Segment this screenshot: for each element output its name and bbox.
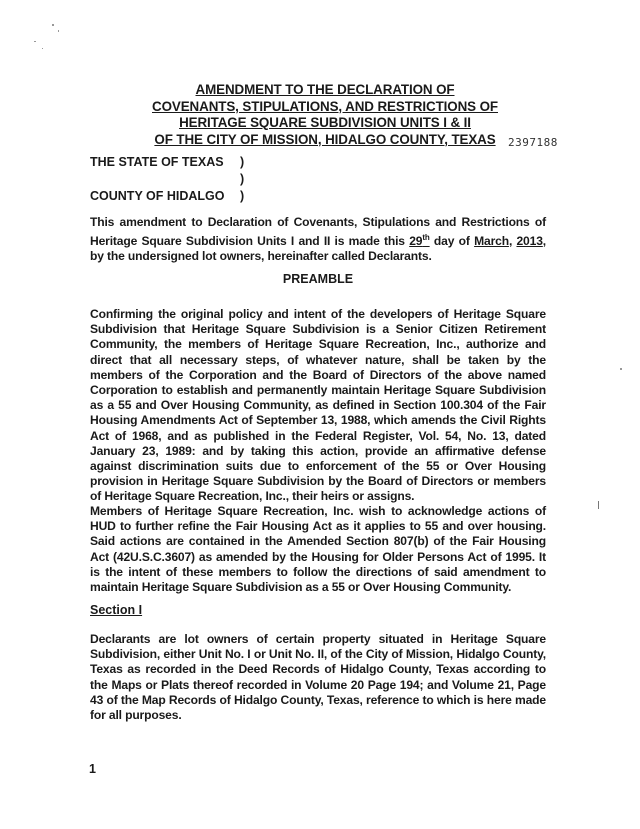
scan-speck — [42, 48, 43, 49]
preamble-paragraph-2: Members of Heritage Square Recreation, Inc. wish to acknowledge actions of HUD to further refine the Fair Housing Act as it applies to 55 and over housing. Said actions are contained in the Amended Section 807(b) of the Fair Housing Act (42U.S.C.3607) as amended by the Housing for Older Persons Act of 1995. It is the intent of these members to follow the directions of said amendment to maintain Heritage Square Subdivision as a 55 or Over Housing Community. — [90, 504, 546, 595]
intro-month: March — [474, 234, 509, 249]
intro-day: 29th — [409, 233, 430, 249]
intro-year: 2013 — [516, 234, 543, 249]
intro-text: This amendment to Declaration of Covenants, Stipulations and Restrictions of Heritage Square Subdivision Units I and II is made this — [90, 215, 546, 249]
scan-speck — [598, 501, 599, 509]
preamble-paragraph-1: Confirming the original policy and intent of the developers of Heritage Square Subdivision that Heritage Square Subdivision is a Senior Citizen Retirement Community, the members of Heritage Square Recreation, Inc., authorize and direct that all necessary steps, of whatever nature, shall be taken by the members of the Corporation and the Board of Directors of the above named Corporation to establish and permanently maintain Heritage Square Subdivision as a 55 and Over Housing Community, as defined in Section 100.304 of the Fair Housing Amendments Act of September 13, 1988, which amends the Civil Rights Act of 1968, and as published in the Federal Register, Vol. 54, No. 13, dated January 23, 1989: and by taking this action, provide an affirmative defense against discrimination suits due to enforcement of the 55 or Over Housing provision in Heritage Square Subdivision by the Board of Directors or members of Heritage Square Recreation, Inc., their heirs or assigns. — [90, 307, 546, 504]
venue-brace-1: ) — [240, 155, 245, 169]
venue-brace-3: ) — [240, 189, 245, 203]
venue-brace-2: ) — [240, 172, 245, 186]
venue-county: COUNTY OF HIDALGO — [90, 189, 225, 203]
section-1-heading: Section I — [90, 603, 143, 617]
scan-speck — [620, 368, 622, 370]
scan-speck — [34, 41, 36, 42]
title-line-4: OF THE CITY OF MISSION, HIDALGO COUNTY, TEXAS — [154, 131, 496, 147]
preamble-heading: PREAMBLE — [282, 272, 354, 286]
venue-state: THE STATE OF TEXAS — [90, 155, 224, 169]
scan-speck — [58, 30, 59, 32]
section-1-paragraph: Declarants are lot owners of certain property situated in Heritage Square Subdivision, either Unit No. I or Unit No. II, of the City of Mission, Hidalgo County, Texas as recorded in the Deed Records of Hidalgo County, Texas according to the Maps or Plats thereof recorded in Volume 20 Page 194; and Volume 21, Page 43 of the Map Records of Hidalgo County, Texas, reference to which is here made for all purposes. — [90, 632, 546, 723]
page-number: 1 — [89, 762, 96, 776]
intro-paragraph: This amendment to Declaration of Covenants, Stipulations and Restrictions of Heritage Square Subdivision Units I and II is made this 29th day of March, 2013, by the undersigned lot owners, hereinafter called Declarants. — [90, 215, 546, 264]
title-line-2: COVENANTS, STIPULATIONS, AND RESTRICTIONS OF — [152, 98, 498, 114]
title-line-3: HERITAGE SQUARE SUBDIVISION UNITS I & II — [179, 115, 471, 130]
title-line-1: AMENDMENT TO THE DECLARATION OF — [195, 82, 455, 97]
recording-number: 2397188 — [508, 136, 558, 149]
scan-speck — [52, 24, 54, 26]
document-title — [90, 82, 560, 148]
